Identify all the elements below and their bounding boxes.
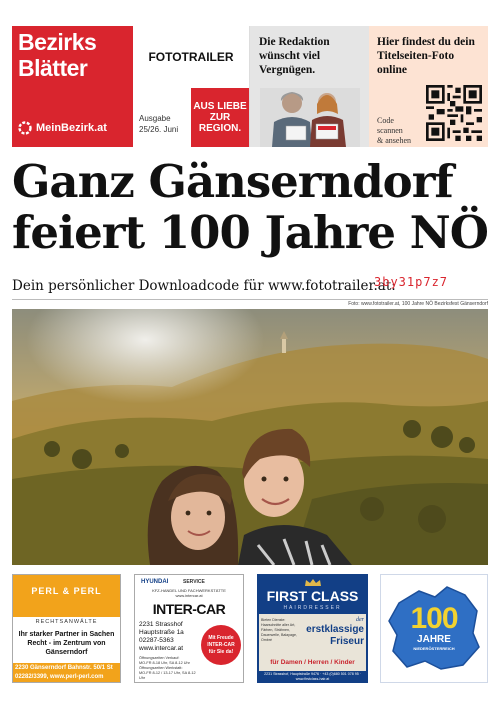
team-greeting: Die Redaktion wünscht viel Vergnügen. (259, 36, 330, 76)
product-label: FOTOTRAILER (148, 50, 234, 64)
perl-sub: RECHTSANWÄLTE (35, 619, 98, 625)
perl-address: 2230 Gänserndorf Bahnstr. 50/1 St (15, 665, 113, 671)
intercar-brand-service: SERVICE (183, 579, 205, 585)
intercar-brand-hyundai: HYUNDAI (141, 579, 169, 585)
perl-phone: 02282/3399, www.perl-perl.com (15, 674, 104, 680)
noe-sub: NIEDERÖSTERREICH (413, 646, 455, 651)
firstclass-name: FIRST CLASS (266, 588, 359, 604)
scan-hint-line-1: Code (377, 116, 394, 125)
ad-perl-perl[interactable] (12, 574, 121, 683)
intercar-badge (201, 625, 241, 665)
intercar-hours (139, 656, 201, 681)
firstclass-headline-3: Friseur (330, 636, 364, 647)
scan-hint-line-3: & ansehen (377, 136, 411, 145)
slogan-line-3: REGION. (198, 123, 242, 134)
ad-first-class[interactable] (257, 574, 368, 683)
intercar-tag: KFZ-HANDEL UND FACHWERKSTÄTTE (152, 588, 226, 593)
intercar-hours-label: Öffnungszeiten Verkauf: (139, 656, 180, 660)
slogan-line-2: ZUR (209, 112, 231, 123)
ad-100-jahre-noe[interactable] (380, 574, 488, 683)
bezirksblaetter-logo (12, 26, 133, 147)
headline-line-2: feiert 100 Jahre NÖ (12, 206, 488, 259)
perl-brand: PERL & PERL (31, 586, 102, 596)
perl-footer (13, 663, 120, 682)
issue-label: Ausgabe (139, 114, 171, 123)
firstclass-address: 2231 Strasshof, Hauptstraße 9476 · +43 (0)680 501 078 95 · www.firstclass-hair.at (264, 672, 361, 681)
slogan-badge (191, 88, 249, 147)
intercar-hours-1: MO-FR 8-18 Uhr, SA 8-12 Uhr (139, 661, 190, 665)
editors-photo (260, 88, 360, 147)
firstclass-sub: HAIRDRESSER (283, 605, 342, 611)
intercar-hours-label-2: Öffnungszeiten Werkstatt: (139, 666, 183, 670)
logo-line-1: Bezirks (18, 29, 97, 55)
download-code: 3by31p7z7 (374, 275, 449, 289)
photo-credit: Foto: www.fototrailer.at, 100 Jahre NÖ Bezirksfest Gänserndorf (348, 301, 488, 307)
intercar-address-1: 2231 Strasshof (139, 621, 183, 628)
perl-tagline: Ihr starker Partner in Sachen Recht - im Zentrum von Gänserndorf (18, 631, 115, 656)
divider (12, 299, 488, 300)
firstclass-headline-1: der (356, 617, 364, 623)
cover-online-tile (369, 26, 488, 147)
fototrailer-tile (133, 26, 250, 147)
intercar-badge-3: für Sie da! (208, 648, 234, 655)
headline-line-1: Ganz Gänserndorf (12, 155, 453, 208)
scan-hint-line-2: scannen (377, 126, 403, 135)
meinbezirk-icon (17, 120, 33, 136)
intercar-address-3: 02287-5363 (139, 637, 174, 644)
firstclass-audience: für Damen / Herren / Kinder (270, 659, 355, 666)
noe-label: JAHRE (417, 634, 451, 645)
intercar-badge-2: INTER-CAR (207, 641, 235, 648)
cover-online-text: Hier findest du dein Titelseiten-Foto online (377, 36, 475, 76)
issue-date: 25/26. Juni (139, 125, 179, 134)
intercar-address (139, 621, 184, 653)
download-instruction: Dein persönlicher Downloadcode für www.fototrailer.at: (12, 278, 396, 294)
intercar-address-4: www.intercar.at (139, 645, 184, 652)
intercar-name: INTER-CAR (152, 601, 226, 617)
firstclass-headline-2: erstklassige (306, 624, 364, 635)
scan-hint (377, 116, 411, 146)
headline (12, 156, 492, 258)
logo-line-2: Blätter (18, 55, 88, 81)
meinbezirk-brand (17, 120, 107, 136)
slogan-line-1: AUS LIEBE (193, 101, 247, 112)
intercar-hours-2: MO-FR 8-12 / 13-17 Uhr, SA 8-12 Uhr (139, 671, 196, 680)
intercar-address-2: Hauptstraße 1a (139, 629, 184, 636)
crown-icon (304, 578, 322, 587)
meinbezirk-label: MeinBezirk.at (36, 122, 107, 134)
editorial-team-tile (250, 26, 369, 147)
cover-photo[interactable] (12, 309, 488, 565)
issue-info (139, 113, 178, 135)
intercar-badge-1: Mit Freude (208, 634, 234, 641)
firstclass-panel (259, 614, 366, 671)
perl-brand-band (13, 575, 120, 617)
intercar-url-small: www.intercar.at (175, 593, 203, 598)
ad-intercar[interactable] (134, 574, 244, 683)
qr-code[interactable] (426, 85, 482, 141)
firstclass-small: Bieten Dienste: Haarschnitte aller Art, Färben, Strähnen, Dauerwelle, Balayage, Ombré (261, 618, 297, 642)
noe-number: 100 (410, 602, 458, 635)
